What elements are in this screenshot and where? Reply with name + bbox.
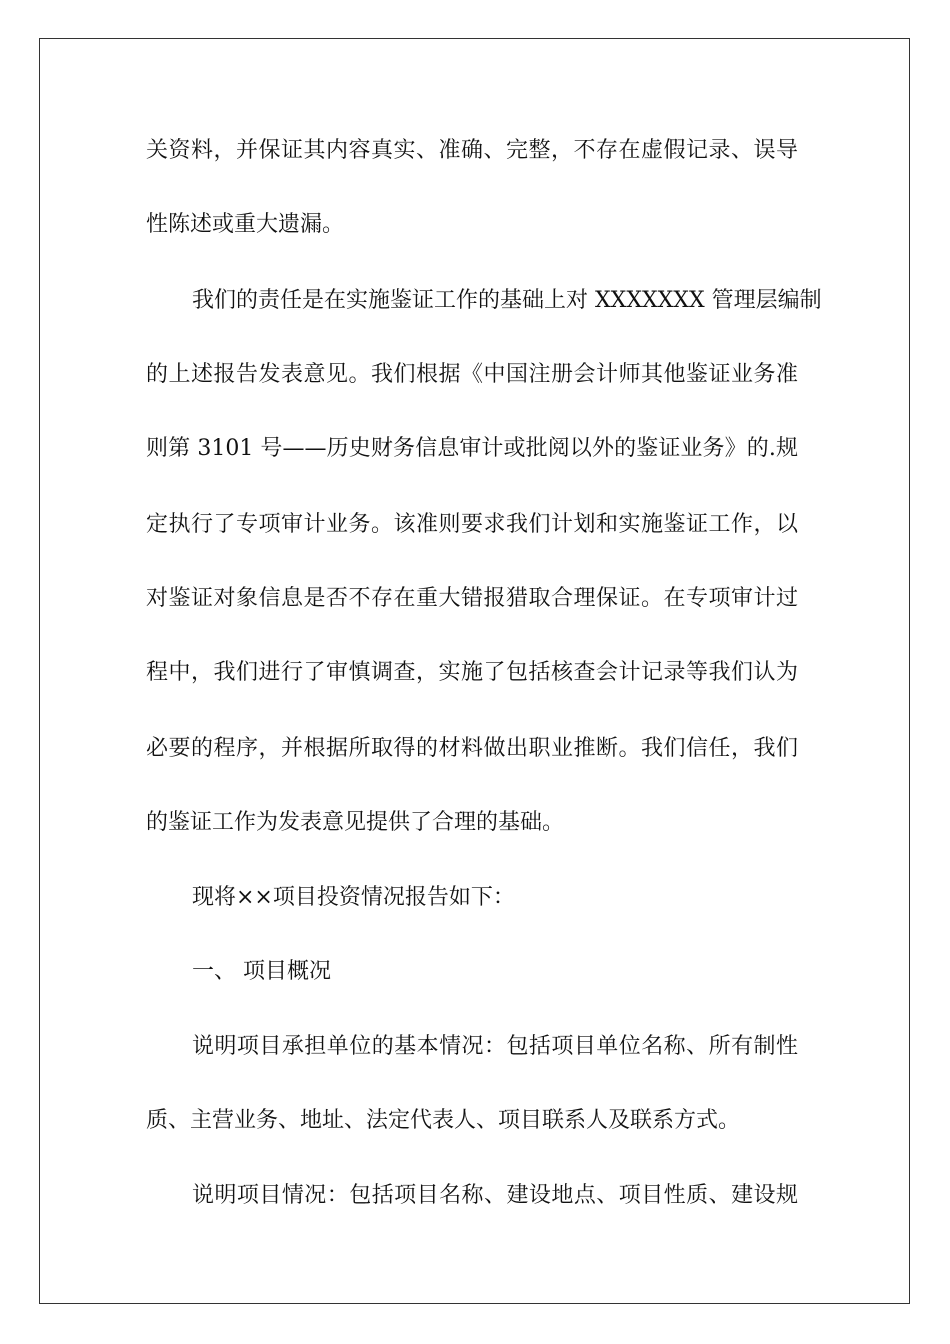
paragraph-line: 性陈述或重大遗漏。 bbox=[146, 212, 345, 237]
paragraph-line: 定执行了专项审计业务。该准则要求我们计划和实施鉴证工作，以 bbox=[146, 512, 798, 537]
paragraph-line: 对鉴证对象信息是否不存在重大错报猎取合理保证。在专项审计过 bbox=[146, 586, 798, 611]
paragraph-line: 说明项目承担单位的基本情况：包括项目单位名称、所有制性 bbox=[192, 1034, 798, 1059]
paragraph-line: 现将××项目投资情况报告如下： bbox=[192, 885, 515, 910]
paragraph-line: 说明项目情况：包括项目名称、建设地点、项目性质、建设规 bbox=[192, 1183, 798, 1208]
paragraph-line: 的鉴证工作为发表意见提供了合理的基础。 bbox=[146, 810, 565, 835]
paragraph-line: 必要的程序，并根据所取得的材料做出职业推断。我们信任，我们 bbox=[146, 736, 798, 761]
paragraph-line: 我们的责任是在实施鉴证工作的基础上对 XXXXXXX 管理层编制 bbox=[192, 288, 822, 313]
paragraph-line: 关资料，并保证其内容真实、准确、完整，不存在虚假记录、误导 bbox=[146, 138, 798, 163]
paragraph-line: 则第 3101 号——历史财务信息审计或批阅以外的鉴证业务》的.规 bbox=[146, 436, 798, 461]
paragraph-line: 质、主营业务、地址、法定代表人、项目联系人及联系方式。 bbox=[146, 1108, 741, 1133]
paragraph-line: 的上述报告发表意见。我们根据《中国注册会计师其他鉴证业务准 bbox=[146, 362, 798, 387]
paragraph-line: 程中，我们进行了审慎调查，实施了包括核查会计记录等我们认为 bbox=[146, 660, 798, 685]
section-heading: 一、 项目概况 bbox=[192, 959, 331, 984]
